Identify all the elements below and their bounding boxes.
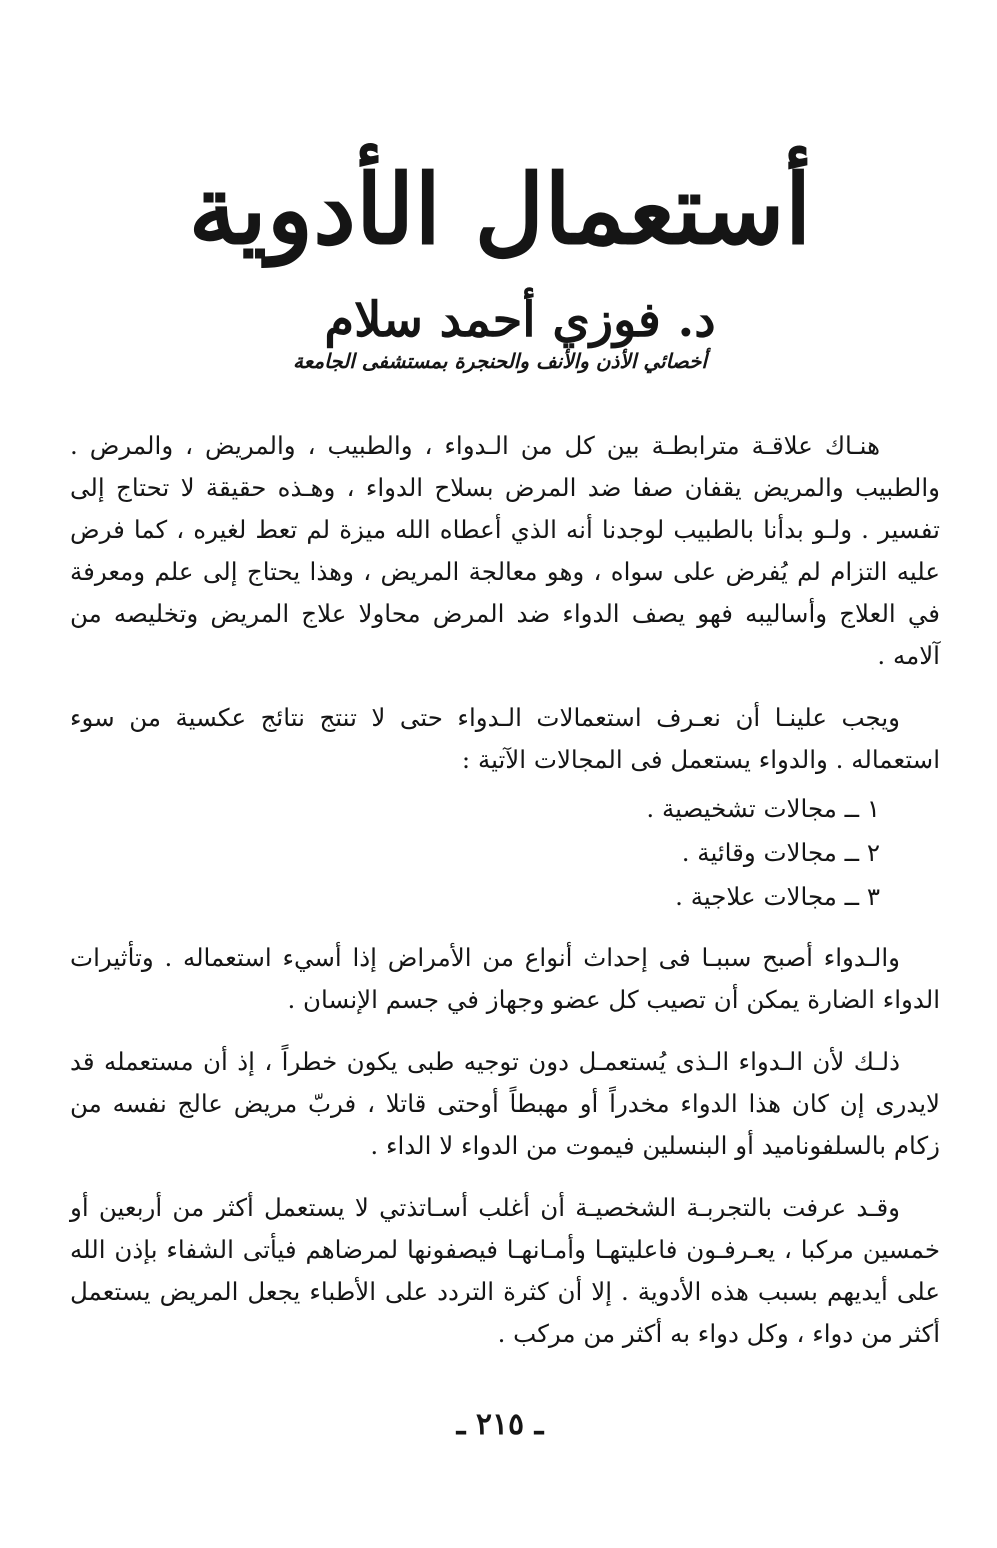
list-item: ١ ــ مجالات تشخيصية . bbox=[646, 794, 880, 823]
list-item: ٣ ــ مجالات علاجية . bbox=[675, 882, 880, 911]
paragraph-usage: ويجب علينـا أن نعـرف استعمالات الـدواء حتى لا تنتج نتائج عكسية من سوء استعماله . والدواء يستعمل فى المجالات الآتية : bbox=[70, 703, 940, 774]
article-title: أستعمال الأدوية bbox=[188, 153, 812, 266]
usage-list bbox=[70, 787, 940, 919]
list-item: ٢ ــ مجالات وقائية . bbox=[681, 838, 880, 867]
paragraph-experience: وقـد عرفت بالتجربـة الشخصيـة أن أغلب أسـاتذتي لا يستعمل أكثر من أربعين أو خمسين مركبا ، يعـرفـون فاعليتهـا وأمـانهـا فيصفونها لمرضاهم فيأتى الشفاء بإذن الله على أيديهم بسبب هذه الأدوية . إلا أن كثرة التردد على الأطباء يجعل المريض يستعمل أكثر من دواء ، وكل دواء به أكثر من مركب . bbox=[70, 1193, 940, 1348]
author-name: د. فوزي أحمد سلام bbox=[324, 292, 716, 348]
article-body bbox=[70, 425, 940, 1375]
page-number: ـ ٢١٥ ـ bbox=[456, 1407, 544, 1442]
paragraph-intro: هنـاك علاقـة مترابطـة بين كل من الـدواء ، والطبيب ، والمريض ، والمرض . والطبيب والمريض يقفان صفا ضد المرض بسلاح الدواء ، وهـذه حقيقة لا تحتاج إلى تفسير . ولـو بدأنا بالطبيب لوجدنا أنه الذي أعطاه الله ميزة لم تعط لغيره ، كما فرض عليه التزام لم يُفرض على سواه ، وهو معالجة المريض ، وهذا يحتاج إلى علم ومعرفة في العلاج وأساليبه فهو يصف الدواء ضد المرض محاولا علاج المريض وتخليصه من آلامه . bbox=[70, 431, 940, 670]
paragraph-self-medication: ذلـك لأن الـدواء الـذى يُستعمـل دون توجيه طبى يكون خطراً ، إذ أن مستعمله قد لايدرى إن كان هذا الدواء مخدراً أو مهبطاً أوحتى قاتلا ، فربّ مريض عالج نفسه من زكام بالسلفوناميد أو البنسلين فيموت من الدواء لا الداء . bbox=[70, 1047, 940, 1160]
author-affiliation: أخصائي الأذن والأنف والحنجرة بمستشفى الجامعة bbox=[293, 349, 707, 373]
paragraph-side-effects: والـدواء أصبح سببـا فى إحداث أنواع من الأمراض إذا أسيء استعماله . وتأثيرات الدواء الضارة يمكن أن تصيب كل عضو وجهاز في جسم الإنسان . bbox=[70, 943, 940, 1014]
